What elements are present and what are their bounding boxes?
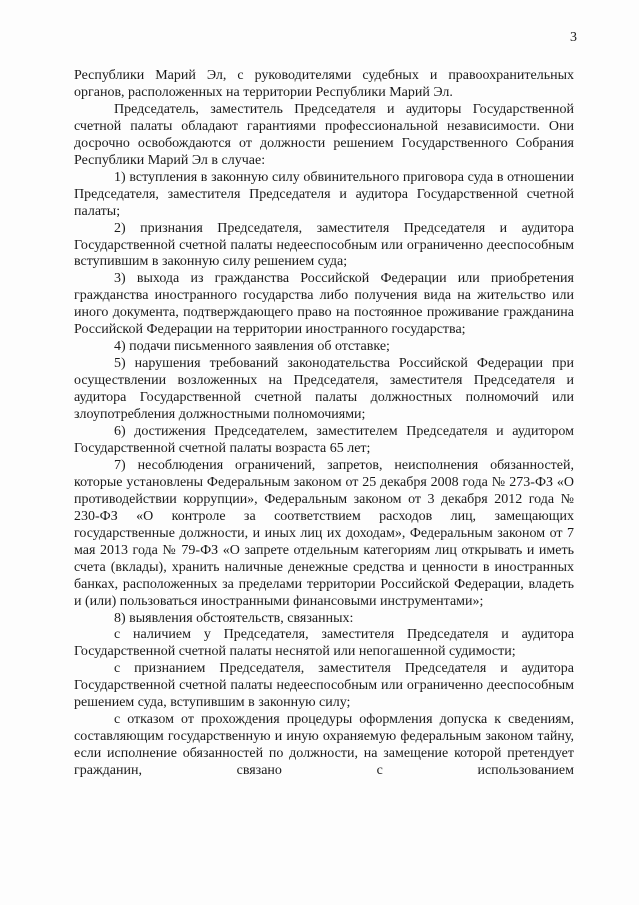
paragraph-guarantees: Председатель, заместитель Председателя и аудиторы Государственной счетной палаты обладают гарантиями профессиональной независимости. Они досрочно освобождаются от должности решением Государственного Собрания Республики Марий Эл в случае: [74,101,574,168]
paragraph-subitem-conviction: с наличием у Председателя, заместителя Председателя и аудитора Государственной счетной палаты неснятой или непогашенной судимости; [74,627,574,660]
paragraph-item-6: 6) достижения Председателем, заместителем Председателя и аудитором Государственной счетной палаты возраста 65 лет; [74,424,574,456]
paragraph-item-4: 4) подачи письменного заявления об отставке; [114,339,390,355]
page-number: 3 [570,30,577,45]
document-body [74,68,574,780]
paragraph-item-3: 3) выхода из гражданства Российской Федерации или приобретения гражданства иностранного государства либо получения вида на жительство или иного документа, подтверждающего право на постоянное проживание гражданина Российской Федерации на территории иностранного государства; [74,271,574,338]
paragraph-subitem-incapacity: с признанием Председателя, заместителя Председателя и аудитора Государственной счетной палаты недееспособным или ограниченно дееспособным решением суда, вступившим в законную силу; [74,661,574,711]
paragraph-item-2: 2) признания Председателя, заместителя Председателя и аудитора Государственной счетной палаты недееспособным или ограниченно дееспособным вступившим в законную силу решением суда; [74,220,574,270]
paragraph-item-5: 5) нарушения требований законодательства Российской Федерации при осуществлении возложенных на Председателя, заместителя Председателя и аудитора Государственной счетной палаты должностных полномочий или злоупотребления должностными полномочиями; [74,356,574,423]
paragraph-item-7: 7) несоблюдения ограничений, запретов, неисполнения обязанностей, которые установлены Федеральным законом от 25 декабря 2008 года № 273-ФЗ «О противодействии коррупции», Федеральным законом от 3 декабря 2012 года № 230-ФЗ «О контроле за соответствием расходов лиц, замещающих государственные должности, и иных лиц их доходам», Федеральным законом от 7 мая 2013 года № 79-ФЗ «О запрете отдельным категориям лиц открывать и иметь счета (вклады), хранить наличные денежные средства и ценности в иностранных банках, расположенных за пределами территории Российской Федерации, владеть и (или) пользоваться иностранными финансовыми инструментами»; [74,457,574,609]
paragraph-item-1: 1) вступления в законную силу обвинительного приговора суда в отношении Председателя, заместителя Председателя и аудитора Государственной счетной палаты; [74,169,574,219]
paragraph-continuation: Республики Марий Эл, с руководителями судебных и правоохранительных органов, расположенных на территории Республики Марий Эл. [74,68,574,100]
paragraph-item-8: 8) выявления обстоятельств, связанных: [114,610,354,626]
paragraph-subitem-clearance: с отказом от прохождения процедуры оформления допуска к сведениям, составляющим государственную и иную охраняемую федеральным законом тайну, если исполнение обязанностей по должности, на замещение которой претендует гражданин, связано с использованием [74,712,574,779]
